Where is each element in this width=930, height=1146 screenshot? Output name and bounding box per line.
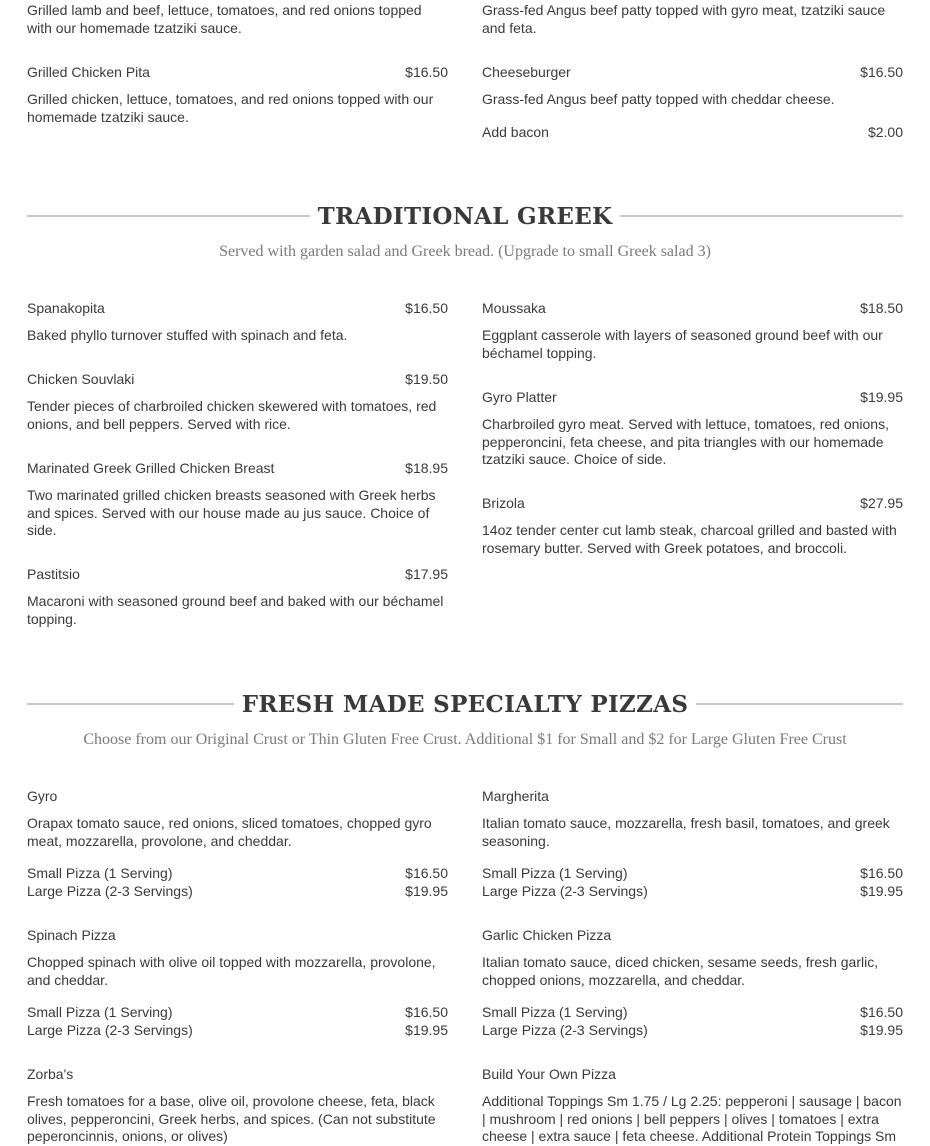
section-title: TRADITIONAL GREEK — [317, 202, 613, 230]
divider — [696, 703, 903, 705]
menu-item-description: Chopped spinach with olive oil topped with mozzarella, provolone, and cheddar. — [27, 954, 436, 988]
menu-item-description: Grilled lamb and beef, lettuce, tomatoes, and red onions topped with our homemade tzatziki sauce. — [27, 2, 422, 36]
menu-item-description: Italian tomato sauce, mozzarella, fresh basil, tomatoes, and greek seasoning. — [482, 815, 890, 849]
menu-item-name: Margherita — [482, 788, 549, 804]
menu-item — [27, 2, 448, 37]
size-label: Large Pizza (2-3 Servings) — [482, 1022, 648, 1039]
addon-name: Add bacon — [482, 124, 549, 140]
menu-item-price: $16.50 — [405, 300, 448, 316]
section-subtitle: Served with garden salad and Greek bread. (Upgrade to small Greek salad 3) — [219, 243, 711, 260]
menu-item-price: $19.95 — [860, 389, 903, 405]
menu-item-price: $19.50 — [405, 371, 448, 387]
menu-item-description: Fresh tomatoes for a base, olive oil, provolone cheese, feta, black olives, pepperoncini, Greek herbs, and spices. (Can not substitute peperoncinnis, onions, or olives) — [27, 1093, 436, 1145]
menu-item-description: Macaroni with seasoned ground beef and baked with our béchamel topping. — [27, 593, 444, 627]
size-price: $19.95 — [405, 883, 448, 900]
menu-item-marinated-chicken-breast — [27, 459, 448, 540]
menu-item-name: Brizola — [482, 495, 525, 511]
menu-item-brizola — [482, 494, 903, 557]
addon-bacon — [482, 123, 903, 141]
menu-item-zorbas — [27, 1065, 448, 1146]
menu-item-description: Two marinated grilled chicken breasts seasoned with Greek herbs and spices. Served with our house made au jus sauce. Choice of side. — [27, 487, 436, 539]
menu-item — [482, 2, 903, 37]
size-label: Small Pizza (1 Serving) — [482, 865, 628, 882]
menu-item-price: $16.50 — [405, 64, 448, 80]
menu-item-margherita — [482, 787, 903, 900]
menu-item-name: Grilled Chicken Pita — [27, 64, 150, 80]
menu-item-moussaka — [482, 299, 903, 362]
size-price-list — [27, 864, 448, 900]
menu-item-gyro-pizza — [27, 787, 448, 900]
menu-item-cheeseburger — [482, 63, 903, 109]
menu-item-name: Spanakopita — [27, 300, 105, 316]
menu-item-price: $17.95 — [405, 566, 448, 582]
size-price: $16.50 — [860, 865, 903, 882]
size-label: Small Pizza (1 Serving) — [27, 865, 173, 882]
menu-item-name: Spinach Pizza — [27, 927, 116, 943]
menu-item-name: Chicken Souvlaki — [27, 371, 135, 387]
menu-item-description: Grass-fed Angus beef patty topped with gyro meat, tzatziki sauce and feta. — [482, 2, 886, 36]
menu-item-description: 14oz tender center cut lamb steak, charcoal grilled and basted with rosemary butter. Served with Greek potatoes, and broccoli. — [482, 522, 897, 556]
menu-item-price: $18.50 — [860, 300, 903, 316]
size-label: Small Pizza (1 Serving) — [27, 1004, 173, 1021]
menu-item-name: Moussaka — [482, 300, 546, 316]
menu-item-description: Orapax tomato sauce, red onions, sliced tomatoes, chopped gyro meat, mozzarella, provolone, and cheddar. — [27, 815, 432, 849]
addon-price: $2.00 — [867, 124, 903, 140]
section-heading-traditional-greek — [27, 199, 903, 233]
menu-item-chicken-souvlaki — [27, 370, 448, 433]
section-subtitle: Choose from our Original Crust or Thin Gluten Free Crust. Additional $1 for Small and $2 for Large Gluten Free Crust — [83, 731, 847, 748]
menu-item-name: Zorba's — [27, 1066, 74, 1082]
size-price: $19.95 — [405, 1022, 448, 1039]
menu-item-grilled-chicken-pita — [27, 63, 448, 126]
size-price: $19.95 — [860, 883, 903, 900]
size-label: Large Pizza (2-3 Servings) — [482, 883, 648, 900]
menu-item-description: Tender pieces of charbroiled chicken skewered with tomatoes, red onions, and bell peppers. Served with rice. — [27, 398, 437, 432]
menu-item-name: Pastitsio — [27, 566, 80, 582]
menu-item-name: Gyro Platter — [482, 389, 557, 405]
menu-item-description: Additional Toppings Sm 1.75 / Lg 2.25: pepperoni | sausage | bacon | mushroom | red onions | bell peppers | olives | tomatoes | extra cheese | extra sauce | feta cheese. Additional Protein Toppings Sm — [482, 1093, 902, 1145]
size-price-list — [482, 1003, 903, 1039]
menu-item-price: $16.50 — [860, 64, 903, 80]
menu-item-description: Eggplant casserole with layers of seasoned ground beef with our béchamel topping. — [482, 327, 883, 361]
menu-item-name: Cheeseburger — [482, 64, 571, 80]
section-heading-specialty-pizzas — [27, 687, 903, 721]
menu-item-spinach-pizza — [27, 926, 448, 1039]
menu-item-build-your-own-pizza — [482, 1065, 903, 1146]
divider — [27, 215, 310, 217]
divider — [27, 703, 234, 705]
menu-item-name: Marinated Greek Grilled Chicken Breast — [27, 460, 275, 476]
size-label: Large Pizza (2-3 Servings) — [27, 883, 193, 900]
size-price: $19.95 — [860, 1022, 903, 1039]
menu-item-description: Grass-fed Angus beef patty topped with cheddar cheese. — [482, 91, 835, 107]
menu-item-garlic-chicken-pizza — [482, 926, 903, 1039]
size-price-list — [482, 864, 903, 900]
menu-item-name: Garlic Chicken Pizza — [482, 927, 612, 943]
menu-item-description: Baked phyllo turnover stuffed with spinach and feta. — [27, 327, 348, 343]
size-label: Small Pizza (1 Serving) — [482, 1004, 628, 1021]
menu-item-name: Build Your Own Pizza — [482, 1066, 616, 1082]
size-price: $16.50 — [405, 865, 448, 882]
menu-item-description: Italian tomato sauce, diced chicken, sesame seeds, fresh garlic, chopped onions, mozzarella, and cheddar. — [482, 954, 879, 988]
size-label: Large Pizza (2-3 Servings) — [27, 1022, 193, 1039]
menu-item-name: Gyro — [27, 788, 58, 804]
divider — [620, 215, 903, 217]
size-price: $16.50 — [405, 1004, 448, 1021]
menu-item-spanakopita — [27, 299, 448, 345]
size-price: $16.50 — [860, 1004, 903, 1021]
menu-item-description: Grilled chicken, lettuce, tomatoes, and red onions topped with our homemade tzatziki sauce. — [27, 91, 434, 125]
menu-item-description: Charbroiled gyro meat. Served with lettuce, tomatoes, red onions, pepperoncini, feta cheese, and pita triangles with our homemade tzatziki sauce. Choice of side. — [482, 416, 889, 468]
section-title: FRESH MADE SPECIALTY PIZZAS — [241, 690, 689, 718]
menu-item-price: $18.95 — [405, 460, 448, 476]
menu-item-pastitsio — [27, 565, 448, 628]
size-price-list — [27, 1003, 448, 1039]
menu-item-price: $27.95 — [860, 495, 903, 511]
menu-item-gyro-platter — [482, 388, 903, 469]
